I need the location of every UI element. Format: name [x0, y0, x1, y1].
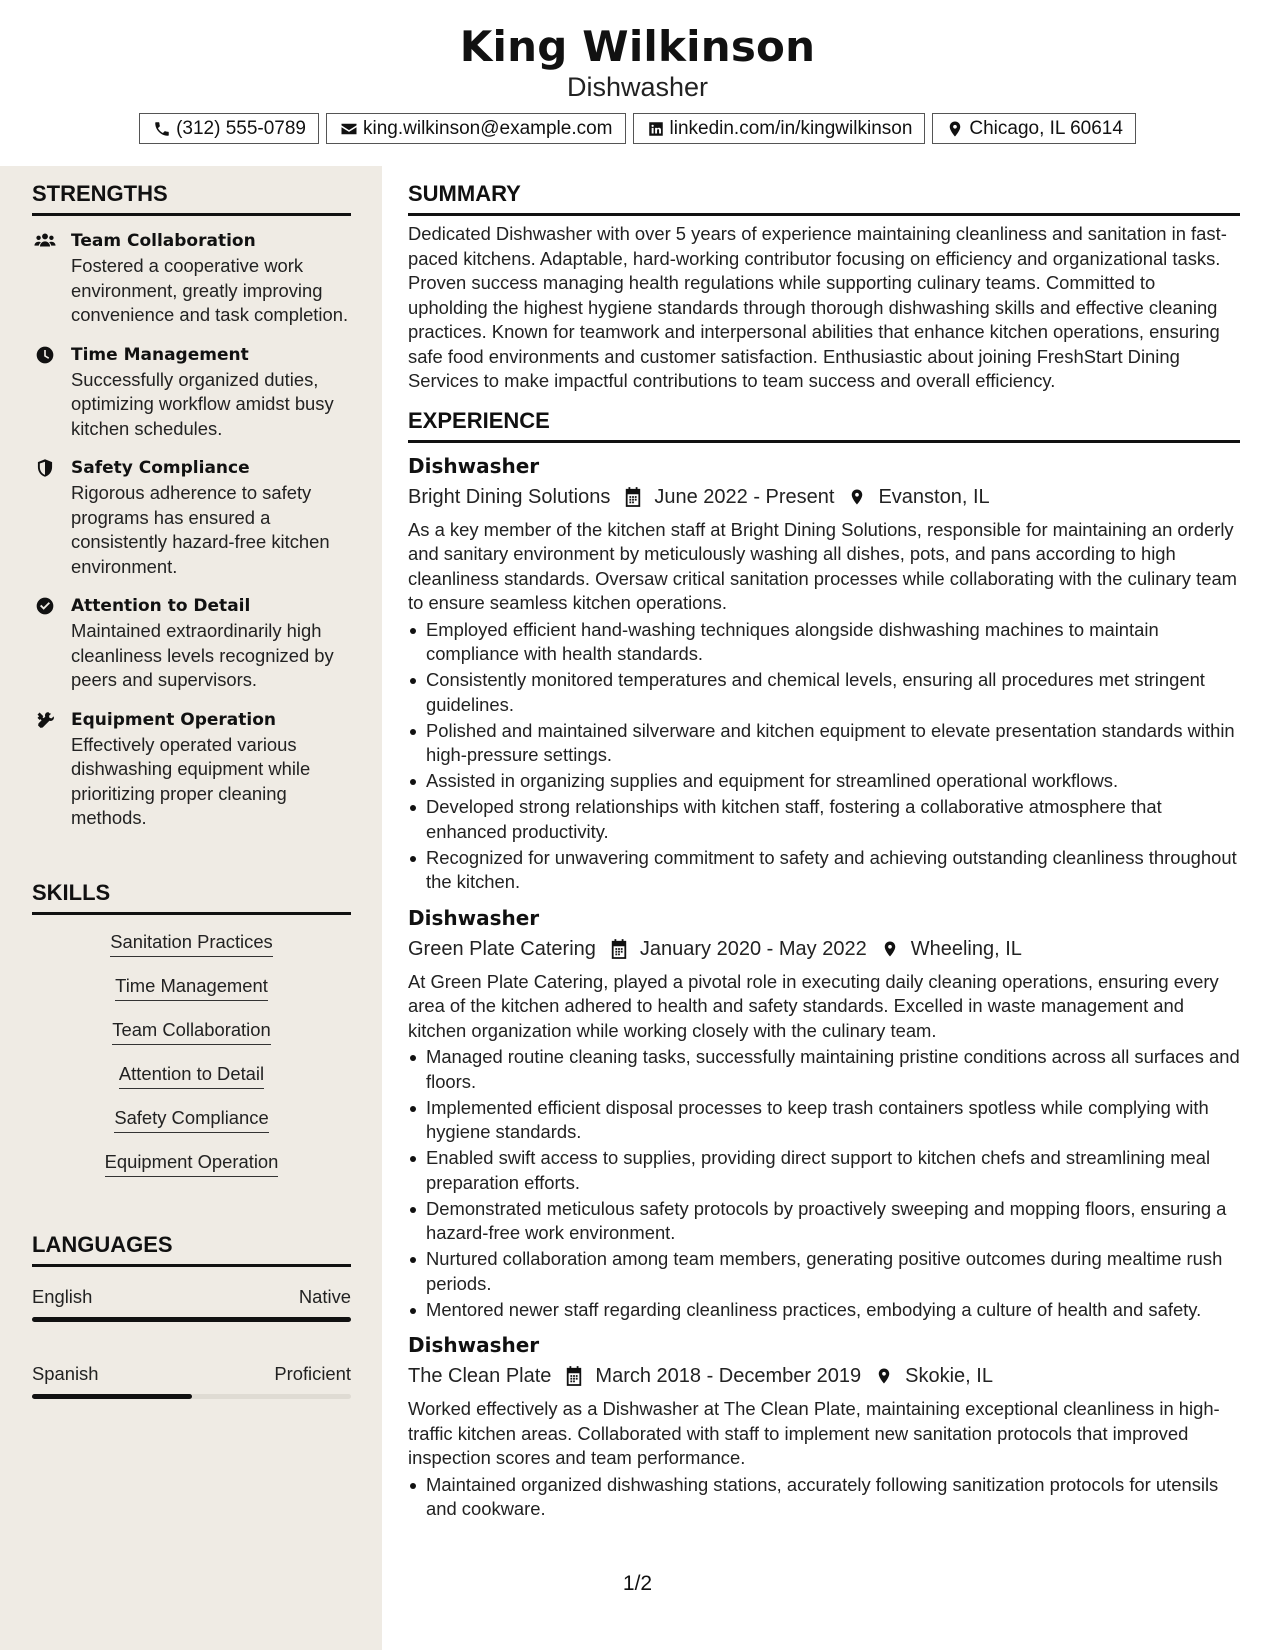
job-company: Green Plate Catering [408, 937, 596, 960]
strength-item [32, 228, 351, 328]
envelope-icon [339, 119, 359, 139]
job-meta [408, 934, 1240, 964]
strength-title: Time Management [71, 344, 249, 365]
job-bullet: Consistently monitored temperatures and chemical levels, ensuring all procedures met stringent guidelines. [408, 668, 1240, 717]
skill-item: Equipment Operation [105, 1151, 279, 1177]
language-item [32, 1362, 351, 1399]
job-bullets [408, 1045, 1240, 1322]
linkedin-icon [646, 119, 666, 139]
job-title: Dishwasher [408, 905, 540, 930]
language-bar [32, 1394, 351, 1399]
skills-section [32, 880, 351, 1195]
skills-list [32, 931, 351, 1195]
job-bullets [408, 618, 1240, 895]
strength-desc: Rigorous adherence to safety programs has ensured a consistently hazard-free kitchen environment. [71, 482, 330, 577]
sidebar [0, 166, 382, 1650]
job-bullet: Nurtured collaboration among team members, generating positive outcomes during mealtime rush periods. [408, 1247, 1240, 1296]
strength-title: Equipment Operation [71, 709, 277, 730]
language-item [32, 1285, 351, 1322]
strength-item [32, 593, 351, 693]
skill-item: Sanitation Practices [110, 931, 273, 957]
summary-section [408, 181, 1240, 394]
job-bullet: Demonstrated meticulous safety protocols by proactively sweeping and mopping floors, ensuring a hazard-free work environment. [408, 1197, 1240, 1246]
strength-desc: Maintained extraordinarily high cleanliness levels recognized by peers and supervisors. [71, 620, 334, 690]
experience-heading: EXPERIENCE [408, 408, 1240, 443]
summary-heading: SUMMARY [408, 181, 1240, 216]
contact-location-text: Chicago, IL 60614 [969, 117, 1123, 139]
job-meta [408, 482, 1240, 512]
job-title: Dishwasher [408, 1333, 540, 1357]
job-bullet: Implemented efficient disposal processes to keep trash containers spotless while complying with hygiene standards. [408, 1096, 1240, 1145]
calendar-icon [608, 938, 630, 960]
skill-item: Team Collaboration [112, 1019, 270, 1045]
strength-title: Attention to Detail [71, 596, 251, 616]
language-bar-fill [32, 1317, 351, 1322]
languages-section [32, 1232, 351, 1399]
language-name: Spanish [32, 1363, 99, 1384]
job-entry [408, 903, 1240, 1323]
job-bullet: Mentored newer staff regarding cleanliness practices, embodying a culture of health and safety. [408, 1298, 1240, 1323]
contact-phone[interactable] [139, 113, 319, 144]
language-level: Native [298, 1286, 351, 1307]
strength-title: Safety Compliance [71, 458, 250, 478]
main-content [408, 166, 1240, 1523]
experience-section [408, 408, 1240, 1522]
job-entry [408, 451, 1240, 895]
job-bullet: Recognized for unwavering commitment to safety and achieving outstanding cleanliness throughout the kitchen. [408, 846, 1240, 895]
strength-title: Team Collaboration [71, 231, 256, 251]
calendar-icon [563, 1365, 585, 1387]
job-bullet: Maintained organized dishwashing stations, accurately following sanitization protocols for utensils and cookware. [408, 1473, 1240, 1522]
job-bullet: Polished and maintained silverware and kitchen equipment to elevate presentation standards within high-pressure settings. [408, 719, 1240, 768]
summary-text: Dedicated Dishwasher with over 5 years of experience maintaining cleanliness and sanitation in fast-paced kitchens. Adaptable, hard-working contributor focusing on efficiency and organizational tasks. Proven success managing health regulations while supporting culinary teams. Committed to upholding the highest hygiene standards through thorough dishwashing skills and effective cleaning practices. Known for teamwork and interpersonal abilities that enhance kitchen operations, ensuring safe food environments and customer satisfaction. Enthusiastic about joining FreshStart Dining Services to make impactful contributions to team success and overall efficiency. [408, 223, 1227, 391]
resume-header [0, 0, 1275, 166]
users-icon [33, 230, 57, 252]
contact-email[interactable] [326, 113, 626, 144]
strengths-section [32, 181, 351, 845]
candidate-role: Dishwasher [566, 72, 709, 102]
clock-icon [33, 344, 57, 366]
job-location: Skokie, IL [905, 1365, 993, 1387]
tools-icon [33, 709, 57, 731]
job-bullet: Assisted in organizing supplies and equipment for streamlined operational workflows. [408, 769, 1240, 794]
strength-item [32, 707, 351, 831]
contact-bar [0, 113, 1275, 144]
strength-item [32, 342, 351, 442]
job-title: Dishwasher [408, 453, 540, 478]
map-pin-icon [846, 486, 868, 508]
skills-heading: SKILLS [32, 880, 351, 915]
job-description: At Green Plate Catering, played a pivotal role in executing daily cleaning operations, ensuring every area of the kitchen adhered to health and safety standards. Excelled in waste management and kitchen organization while working closely with the culinary team. [408, 970, 1219, 1041]
contact-location[interactable] [932, 113, 1136, 144]
languages-heading: LANGUAGES [32, 1232, 351, 1267]
contact-linkedin-text: linkedin.com/in/kingwilkinson [669, 117, 913, 139]
job-company: Bright Dining Solutions [408, 485, 611, 508]
contact-phone-text: (312) 555-0789 [176, 117, 306, 139]
job-bullets [408, 1473, 1240, 1522]
job-dates: June 2022 - Present [654, 485, 835, 508]
job-entry [408, 1330, 1240, 1522]
language-bar [32, 1317, 351, 1322]
job-bullet: Developed strong relationships with kitchen staff, fostering a collaborative atmosphere that enhanced productivity. [408, 795, 1240, 844]
job-bullet: Employed efficient hand-washing techniques alongside dishwashing machines to maintain compliance with health standards. [408, 618, 1240, 667]
strength-desc: Fostered a cooperative work environment, greatly improving convenience and task completion. [71, 255, 349, 325]
job-bullet: Enabled swift access to supplies, providing direct support to kitchen chefs and streamlining meal preparation efforts. [408, 1146, 1240, 1195]
contact-linkedin[interactable] [633, 113, 926, 144]
job-location: Wheeling, IL [910, 937, 1022, 960]
contact-email-text: king.wilkinson@example.com [363, 117, 613, 139]
job-location: Evanston, IL [878, 485, 990, 508]
phone-icon [152, 119, 172, 139]
calendar-icon [622, 486, 644, 508]
candidate-name: King Wilkinson [459, 22, 816, 71]
strengths-heading: STRENGTHS [32, 181, 351, 216]
page-number: 1/2 [622, 1572, 653, 1595]
strength-item [32, 455, 351, 579]
job-dates: March 2018 - December 2019 [595, 1365, 862, 1387]
map-pin-icon [879, 938, 901, 960]
strength-desc: Successfully organized duties, optimizing workflow amidst busy kitchen schedules. [71, 368, 334, 439]
job-bullet: Managed routine cleaning tasks, successfully maintaining pristine conditions across all surfaces and floors. [408, 1045, 1240, 1094]
job-dates: January 2020 - May 2022 [639, 937, 867, 960]
map-pin-icon [945, 119, 965, 139]
strength-desc: Effectively operated various dishwashing equipment while prioritizing proper cleaning methods. [71, 733, 311, 828]
job-description: Worked effectively as a Dishwasher at The Clean Plate, maintaining exceptional cleanliness in high-traffic kitchen areas. Collaborated with staff to implement new sanitation protocols that improved inspection scores and team performance. [408, 1398, 1220, 1468]
language-name: English [32, 1286, 93, 1307]
language-level: Proficient [274, 1363, 351, 1384]
skill-item: Time Management [115, 975, 268, 1001]
skill-item: Safety Compliance [114, 1107, 268, 1133]
map-pin-icon [873, 1365, 895, 1387]
job-meta [408, 1361, 1240, 1391]
check-circle-icon [33, 595, 57, 617]
language-bar-fill [32, 1394, 192, 1399]
job-company: The Clean Plate [408, 1365, 552, 1387]
job-description: As a key member of the kitchen staff at Bright Dining Solutions, responsible for maintaining an orderly and sanitary environment by meticulously washing all dishes, pots, and pans according to high cleanliness standards. Oversaw critical sanitation processes while collaborating with the culinary team to ensure seamless kitchen operations. [408, 518, 1237, 613]
shield-icon [33, 457, 57, 479]
skill-item: Attention to Detail [119, 1063, 264, 1089]
